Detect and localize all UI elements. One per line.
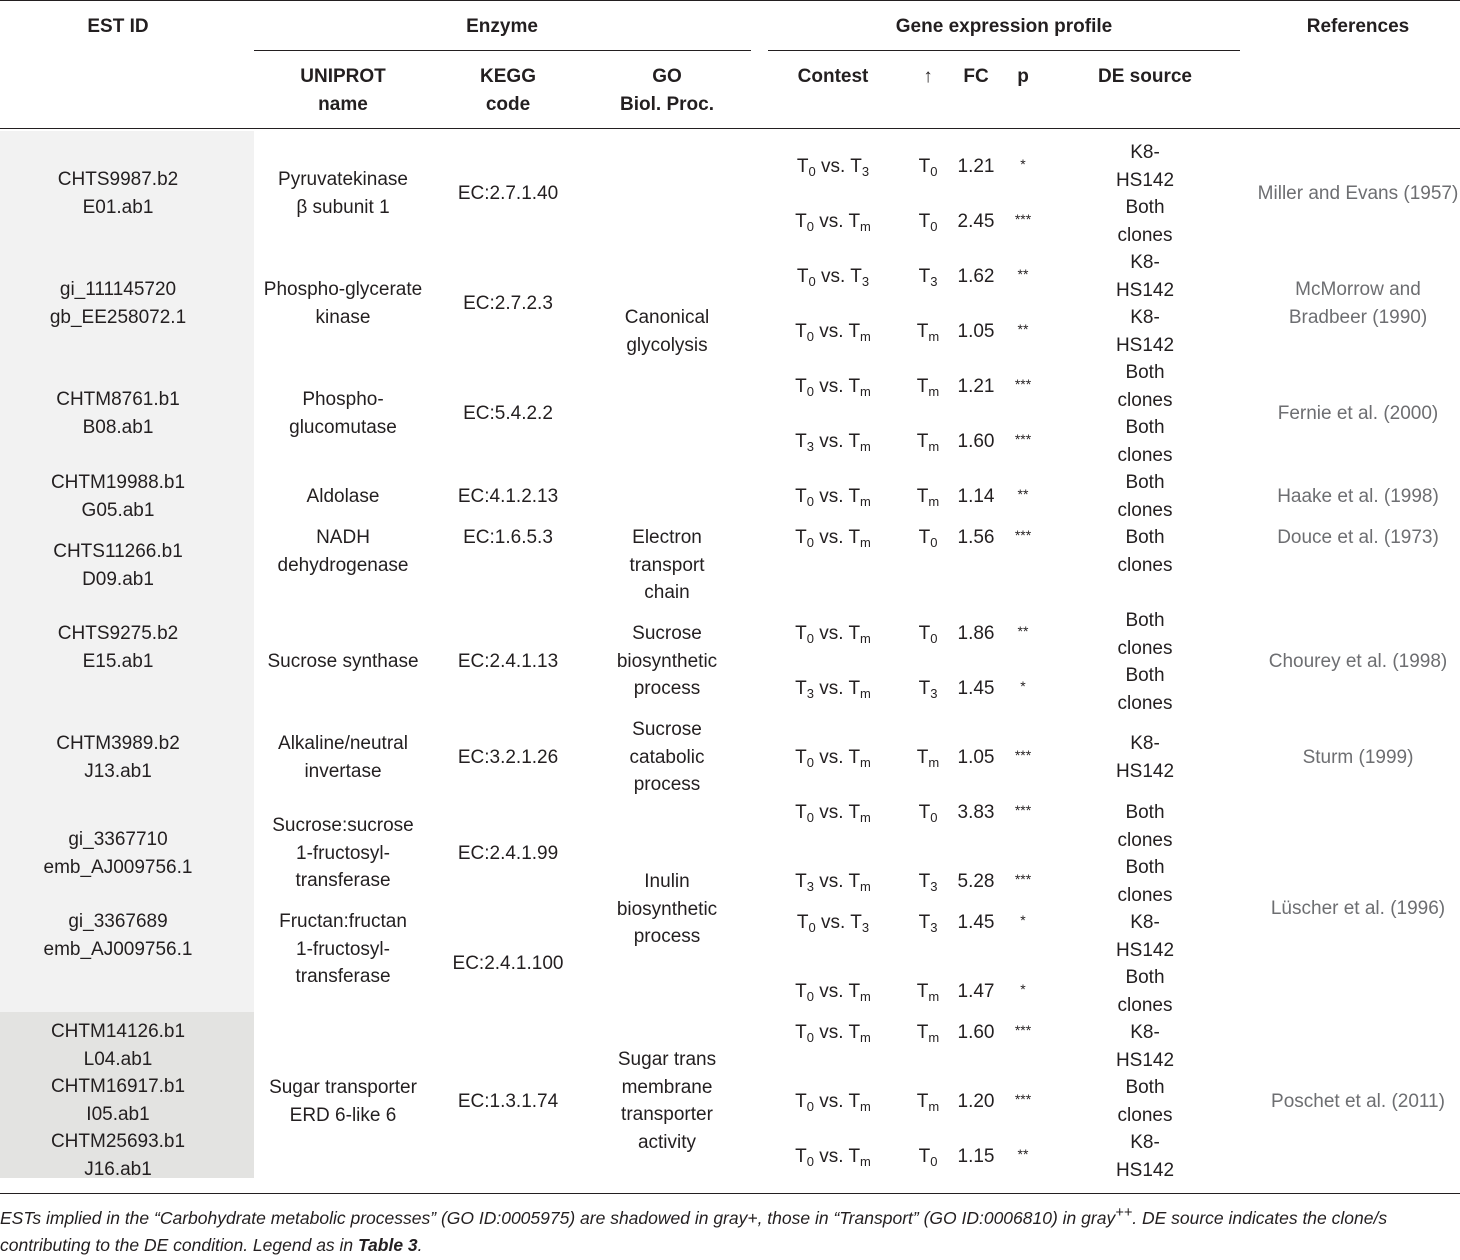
de-source-cell: Both clones xyxy=(1117,857,1173,906)
enzyme-underline xyxy=(254,50,751,51)
p-value-cell: *** xyxy=(1014,527,1032,543)
kegg-code-cell: EC:2.7.2.3 xyxy=(463,293,553,314)
contest-cell: $T_3$ vs. $T_m$ xyxy=(795,431,871,454)
contest-cell: $T_3$ vs. $T_m$ xyxy=(795,871,871,894)
upregulated-cell: $T_m$ xyxy=(916,431,940,454)
fc-cell: 1.62 xyxy=(957,266,995,287)
contest-cell: $T_0$ vs. $T_m$ xyxy=(795,1146,871,1169)
contest-cell: $T_0$ vs. $T_3$ xyxy=(796,266,870,289)
p-value-cell: *** xyxy=(1014,802,1032,818)
de-source-cell: K8- HS142 xyxy=(1115,1132,1175,1181)
upregulated-cell: $T_3$ xyxy=(918,912,938,935)
upregulated-cell: $T_0$ xyxy=(918,527,938,550)
de-source-cell: K8- HS142 xyxy=(1115,252,1175,301)
upregulated-cell: $T_m$ xyxy=(916,376,940,399)
uniprot-name-cell: Phospho-glycerate kinase xyxy=(263,279,423,328)
de-source-cell: Both clones xyxy=(1117,472,1173,521)
upregulated-cell: $T_0$ xyxy=(918,802,938,825)
fc-cell: 1.60 xyxy=(957,1022,995,1043)
p-value-cell: *** xyxy=(1014,376,1032,392)
uniprot-name-cell: Sucrose:sucrose 1-fructosyl- transferase xyxy=(272,815,414,891)
p-value-cell: *** xyxy=(1014,747,1032,763)
upregulated-cell: $T_0$ xyxy=(918,156,938,179)
kegg-code-cell: EC:2.4.1.99 xyxy=(457,843,559,864)
contest-cell: $T_0$ vs. $T_m$ xyxy=(795,747,871,770)
uniprot-name-cell: Pyruvatekinase β subunit 1 xyxy=(278,169,408,218)
contest-cell: $T_0$ vs. $T_m$ xyxy=(795,802,871,825)
p-value-cell: * xyxy=(1020,912,1026,928)
fc-cell: 1.21 xyxy=(957,376,995,397)
fc-cell: 1.20 xyxy=(957,1091,995,1112)
upregulated-cell: $T_m$ xyxy=(916,321,940,344)
fc-cell: 1.47 xyxy=(957,981,995,1002)
header-p: p xyxy=(1017,66,1029,87)
go-process-cell: Electron transport chain xyxy=(629,527,705,603)
kegg-code-cell: EC:2.7.1.40 xyxy=(457,183,559,204)
est-id-cell: gi_3367689 emb_AJ009756.1 xyxy=(43,911,193,960)
est-id-cell: CHTS9275.b2 E15.ab1 xyxy=(57,623,179,672)
header-references: References xyxy=(1306,16,1410,37)
header-de-source: DE source xyxy=(1098,66,1192,87)
go-process-cell: Sugar trans membrane transporter activity xyxy=(617,1049,717,1153)
p-value-cell: * xyxy=(1020,981,1026,997)
kegg-code-cell: EC:2.4.1.13 xyxy=(457,651,559,672)
p-value-cell: ** xyxy=(1017,321,1029,337)
est-id-cell: CHTM8761.b1 B08.ab1 xyxy=(56,389,180,438)
p-value-cell: * xyxy=(1020,156,1026,172)
top-rule xyxy=(0,0,1460,1)
reference-cell: Miller and Evans (1957) xyxy=(1257,183,1459,204)
de-source-cell: Both clones xyxy=(1117,665,1173,714)
est-id-cell: gi_3367710 emb_AJ009756.1 xyxy=(43,829,193,878)
uniprot-name-cell: Phospho- glucomutase xyxy=(289,389,397,438)
upregulated-cell: $T_3$ xyxy=(918,266,938,289)
de-source-cell: K8- HS142 xyxy=(1115,1022,1175,1071)
uniprot-name-cell: Fructan:fructan 1-fructosyl- transferase xyxy=(279,911,407,987)
reference-cell: Fernie et al. (2000) xyxy=(1277,403,1439,424)
kegg-code-cell: EC:3.2.1.26 xyxy=(457,747,559,768)
p-value-cell: ** xyxy=(1017,266,1029,282)
p-value-cell: ** xyxy=(1017,1146,1029,1162)
reference-cell: McMorrow and Bradbeer (1990) xyxy=(1288,279,1428,328)
de-source-cell: Both clones xyxy=(1117,527,1173,576)
reference-cell: Poschet et al. (2011) xyxy=(1271,1091,1445,1112)
p-value-cell: ** xyxy=(1017,486,1029,502)
de-source-cell: Both clones xyxy=(1117,362,1173,411)
de-source-cell: K8- HS142 xyxy=(1115,307,1175,356)
upregulated-cell: $T_0$ xyxy=(918,623,938,646)
header-est-id: EST ID xyxy=(87,16,149,37)
uniprot-name-cell: Sugar transporter ERD 6-like 6 xyxy=(269,1077,417,1126)
est-id-cell: CHTS11266.b1 D09.ab1 xyxy=(53,541,183,590)
header-fc: FC xyxy=(963,66,989,87)
header-contest: Contest xyxy=(797,66,869,87)
header-bottom-rule xyxy=(0,128,1460,129)
go-process-cell: Sucrose catabolic process xyxy=(629,719,705,795)
gene-expression-underline xyxy=(768,50,1240,51)
contest-cell: $T_0$ vs. $T_3$ xyxy=(796,912,870,935)
upregulated-cell: $T_m$ xyxy=(916,1091,940,1114)
upregulated-cell: $T_0$ xyxy=(918,1146,938,1169)
kegg-code-cell: EC:1.3.1.74 xyxy=(457,1091,559,1112)
upregulated-cell: $T_3$ xyxy=(918,678,938,701)
de-source-cell: K8- HS142 xyxy=(1115,733,1175,782)
fc-cell: 5.28 xyxy=(957,871,995,892)
p-value-cell: *** xyxy=(1014,431,1032,447)
de-source-cell: Both clones xyxy=(1117,610,1173,659)
de-source-cell: K8- HS142 xyxy=(1115,912,1175,961)
kegg-code-cell: EC:5.4.2.2 xyxy=(463,403,553,424)
kegg-code-cell: EC:1.6.5.3 xyxy=(463,527,553,548)
p-value-cell: *** xyxy=(1014,211,1032,227)
go-process-cell: Sucrose biosynthetic process xyxy=(616,623,718,699)
fc-cell: 3.83 xyxy=(957,802,995,823)
header-gene-expression: Gene expression profile xyxy=(895,16,1113,37)
go-process-cell: Inulin biosynthetic process xyxy=(616,871,718,947)
fc-cell: 1.45 xyxy=(957,678,995,699)
uniprot-name-cell: NADH dehydrogenase xyxy=(277,527,409,576)
header-uniprot: UNIPROT name xyxy=(300,66,386,115)
de-source-cell: Both clones xyxy=(1117,1077,1173,1126)
de-source-cell: Both clones xyxy=(1117,417,1173,466)
upregulated-cell: $T_m$ xyxy=(916,486,940,509)
fc-cell: 1.45 xyxy=(957,912,995,933)
p-value-cell: ** xyxy=(1017,623,1029,639)
p-value-cell: *** xyxy=(1014,871,1032,887)
kegg-code-cell: EC:4.1.2.13 xyxy=(457,486,559,507)
fc-cell: 1.86 xyxy=(957,623,995,644)
p-value-cell: *** xyxy=(1014,1091,1032,1107)
de-source-cell: Both clones xyxy=(1117,967,1173,1016)
contest-cell: $T_0$ vs. $T_m$ xyxy=(795,486,871,509)
reference-cell: Haake et al. (1998) xyxy=(1277,486,1439,507)
reference-cell: Chourey et al. (1998) xyxy=(1268,651,1448,672)
table-bottom-rule xyxy=(0,1193,1460,1194)
p-value-cell: *** xyxy=(1014,1022,1032,1038)
header-up: ↑ xyxy=(923,66,933,87)
fc-cell: 2.45 xyxy=(957,211,995,232)
uniprot-name-cell: Alkaline/neutral invertase xyxy=(278,733,408,782)
de-source-cell: Both clones xyxy=(1117,802,1173,851)
upregulated-cell: $T_m$ xyxy=(916,747,940,770)
header-go: GO Biol. Proc. xyxy=(620,66,714,115)
est-id-cell: gi_111145720 gb_EE258072.1 xyxy=(49,279,187,328)
fc-cell: 1.05 xyxy=(957,747,995,768)
p-value-cell: * xyxy=(1020,678,1026,694)
contest-cell: $T_0$ vs. $T_m$ xyxy=(795,527,871,550)
est-id-cell: CHTM14126.b1 L04.ab1 CHTM16917.b1 I05.ab1 CHTM25693.b1 J16.ab1 xyxy=(50,1021,186,1180)
fc-cell: 1.56 xyxy=(957,527,995,548)
upregulated-cell: $T_3$ xyxy=(918,871,938,894)
est-id-cell: CHTM3989.b2 J13.ab1 xyxy=(56,733,180,782)
fc-cell: 1.60 xyxy=(957,431,995,452)
fc-cell: 1.21 xyxy=(957,156,995,177)
uniprot-name-cell: Aldolase xyxy=(306,486,380,507)
header-kegg: KEGG code xyxy=(480,66,536,115)
contest-cell: $T_0$ vs. $T_m$ xyxy=(795,623,871,646)
upregulated-cell: $T_0$ xyxy=(918,211,938,234)
upregulated-cell: $T_m$ xyxy=(916,981,940,1004)
est-id-cell: CHTM19988.b1 G05.ab1 xyxy=(50,472,186,521)
contest-cell: $T_0$ vs. $T_m$ xyxy=(795,376,871,399)
fc-cell: 1.15 xyxy=(957,1146,995,1167)
reference-cell: Sturm (1999) xyxy=(1302,747,1414,768)
fc-cell: 1.14 xyxy=(957,486,995,507)
de-source-cell: K8- HS142 xyxy=(1115,142,1175,191)
contest-cell: $T_0$ vs. $T_m$ xyxy=(795,981,871,1004)
footnote: ESTs implied in the “Carbohydrate metabolic processes” (GO ID:0005975) are shadowed in gray+, those in “Transport” (GO ID:0006810) in gray++. DE source indicates the clone/s contributing to the DE condition. Legend as in Table 3. xyxy=(0,1205,1388,1256)
header-enzyme: Enzyme xyxy=(466,16,538,37)
contest-cell: $T_0$ vs. $T_m$ xyxy=(795,1022,871,1045)
fc-cell: 1.05 xyxy=(957,321,995,342)
contest-cell: $T_0$ vs. $T_m$ xyxy=(795,321,871,344)
uniprot-name-cell: Sucrose synthase xyxy=(267,651,419,672)
reference-cell: Lüscher et al. (1996) xyxy=(1270,898,1446,919)
upregulated-cell: $T_m$ xyxy=(916,1022,940,1045)
go-process-cell: Canonical glycolysis xyxy=(624,307,710,356)
est-id-cell: CHTS9987.b2 E01.ab1 xyxy=(57,169,179,218)
contest-cell: $T_3$ vs. $T_m$ xyxy=(795,678,871,701)
kegg-code-cell: EC:2.4.1.100 xyxy=(452,953,564,974)
contest-cell: $T_0$ vs. $T_m$ xyxy=(795,211,871,234)
de-source-cell: Both clones xyxy=(1117,197,1173,246)
contest-cell: $T_0$ vs. $T_3$ xyxy=(796,156,870,179)
reference-cell: Douce et al. (1973) xyxy=(1277,527,1439,548)
contest-cell: $T_0$ vs. $T_m$ xyxy=(795,1091,871,1114)
